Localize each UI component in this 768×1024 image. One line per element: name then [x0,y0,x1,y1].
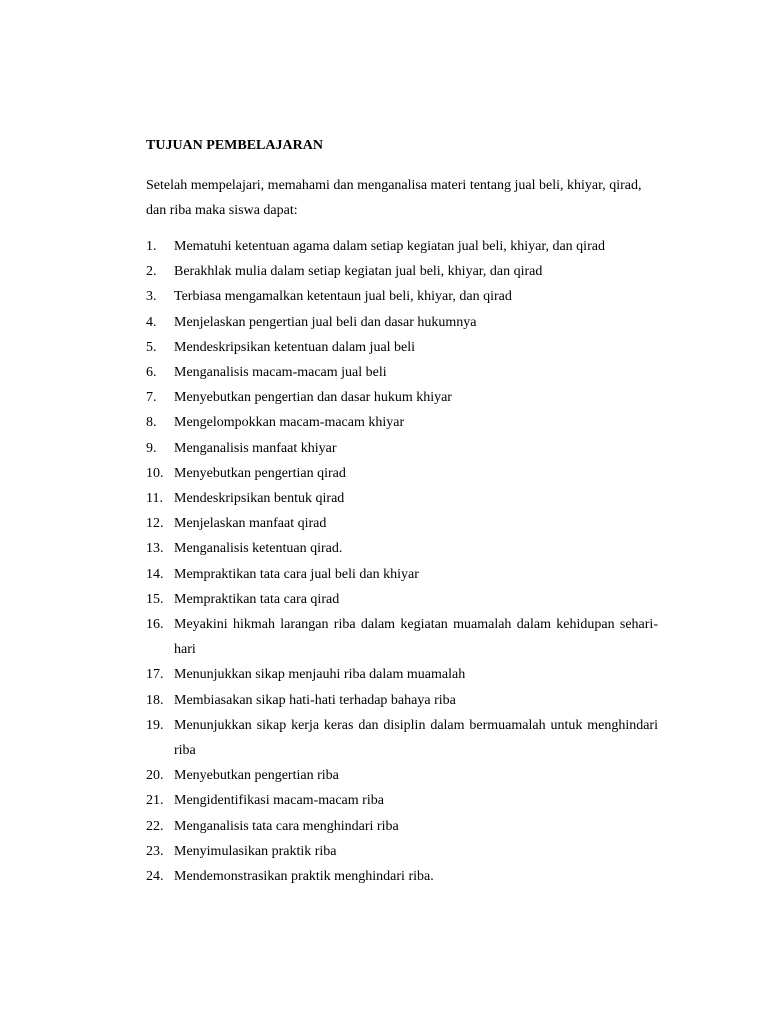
objective-text: Mendemonstrasikan praktik menghindari riba. [174,869,434,885]
objective-text: Menjelaskan pengertian jual beli dan dasar hukumnya [174,314,477,330]
objective-text: Mengidentifikasi macam-macam riba [174,793,384,809]
objective-item [146,713,658,763]
objective-item [146,284,658,309]
objective-number: 4. [146,314,157,330]
objective-item [146,385,658,410]
objective-item [146,662,658,687]
objective-text: Membiasakan sikap hati-hati terhadap bahaya riba [174,692,456,708]
objective-number: 13. [146,541,164,557]
objective-number: 17. [146,667,164,683]
objective-item [146,486,658,511]
objective-text: Mendeskripsikan bentuk qirad [174,491,345,507]
objective-number: 2. [146,264,157,280]
objective-number: 5. [146,339,157,355]
objective-text: Mengelompokkan macam-macam khiyar [174,415,405,431]
objective-number: 15. [146,591,164,607]
objective-text: Menganalisis ketentuan qirad. [174,541,343,557]
objective-item [146,511,658,536]
intro-paragraph: Setelah mempelajari, memahami dan menganalisa materi tentang jual beli, khiyar, qirad, dan riba maka siswa dapat: [146,178,642,218]
objective-number: 6. [146,365,157,381]
objective-number: 14. [146,566,164,582]
objective-item [146,461,658,486]
objective-item [146,814,658,839]
objective-item [146,536,658,561]
section-heading: TUJUAN PEMBELAJARAN [146,138,323,153]
objective-item [146,587,658,612]
objective-item [146,410,658,435]
objective-text: Menunjukkan sikap menjauhi riba dalam muamalah [174,667,466,683]
objective-item [146,763,658,788]
objective-text: Berakhlak mulia dalam setiap kegiatan jual beli, khiyar, dan qirad [174,264,543,280]
objective-number: 11. [146,491,163,507]
objective-item [146,436,658,461]
objective-number: 18. [146,692,164,708]
objective-item [146,864,658,889]
objective-text: Menunjukkan sikap kerja keras dan disiplin dalam bermuamalah untuk menghindari riba [174,717,658,759]
objective-number: 21. [146,793,164,809]
objective-item [146,788,658,813]
objective-text: Meyakini hikmah larangan riba dalam kegiatan muamalah dalam kehidupan sehari-hari [174,617,658,658]
objective-number: 16. [146,617,164,633]
objective-text: Menjelaskan manfaat qirad [174,516,327,532]
objective-text: Terbiasa mengamalkan ketentaun jual beli, khiyar, dan qirad [174,289,512,305]
objective-item [146,562,658,587]
objective-text: Menganalisis manfaat khiyar [174,440,337,456]
objective-number: 7. [146,390,157,406]
objective-item [146,310,658,335]
objective-number: 22. [146,818,164,834]
objective-number: 9. [146,440,157,456]
objective-item [146,335,658,360]
objectives-list [146,234,658,889]
objective-text: Menyebutkan pengertian qirad [174,465,346,481]
objective-number: 23. [146,843,164,859]
objective-item [146,839,658,864]
objective-text: Menganalisis tata cara menghindari riba [174,818,399,834]
objective-number: 19. [146,717,164,733]
objective-number: 20. [146,768,164,784]
objective-number: 8. [146,415,157,431]
objective-number: 1. [146,239,157,254]
objective-text: Menyimulasikan praktik riba [174,843,337,859]
objective-text: Mempraktikan tata cara qirad [174,591,340,607]
objective-item [146,612,658,662]
objective-number: 24. [146,869,164,885]
objective-item [146,688,658,713]
objective-number: 3. [146,289,157,305]
objective-item [146,259,658,284]
objective-number: 12. [146,516,164,532]
objective-text: Mendeskripsikan ketentuan dalam jual beli [174,339,416,355]
objective-text: Mempraktikan tata cara jual beli dan khiyar [174,566,419,582]
objective-item [146,234,658,259]
objective-text: Mematuhi ketentuan agama dalam setiap kegiatan jual beli, khiyar, dan qirad [174,239,605,254]
objective-number: 10. [146,465,164,481]
objective-text: Menganalisis macam-macam jual beli [174,365,387,381]
objective-item [146,360,658,385]
objective-text: Menyebutkan pengertian riba [174,768,339,784]
objective-text: Menyebutkan pengertian dan dasar hukum khiyar [174,390,452,406]
